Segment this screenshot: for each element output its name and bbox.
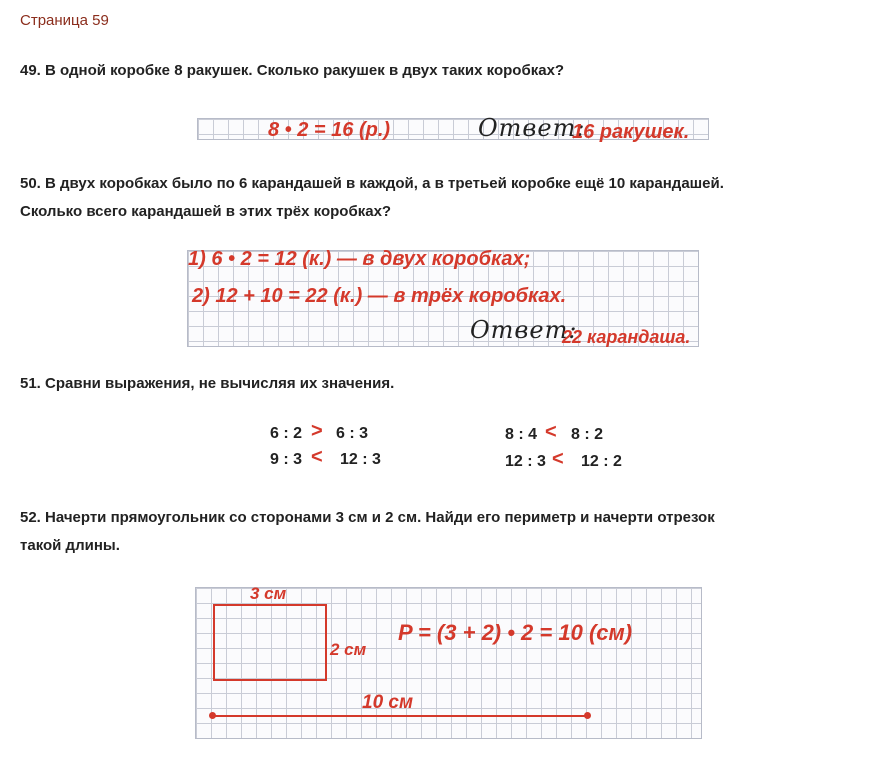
- compare-3-left: 8 : 4: [505, 426, 538, 443]
- task-51-text: 51. Сравни выражения, не вычисляя их значения.: [20, 375, 395, 392]
- task-49-solution: 8 • 2 = 16 (р.): [268, 119, 391, 141]
- segment-start-point: [209, 712, 216, 719]
- compare-4-right: 12 : 2: [581, 453, 622, 470]
- task-50-answer-label: Ответ:: [470, 316, 578, 344]
- rectangle-drawing: [213, 604, 327, 681]
- task-50-answer: 22 карандаша.: [562, 327, 691, 347]
- task-49-answer-label: Ответ:: [478, 114, 586, 142]
- task-49-text: 49. В одной коробке 8 ракушек. Сколько ракушек в двух таких коробках?: [20, 62, 565, 79]
- task-50-line2: Сколько всего карандашей в этих трёх коробках?: [20, 203, 392, 220]
- page-title: Страница 59: [20, 12, 109, 29]
- compare-4-sign: <: [552, 448, 564, 470]
- compare-2-right: 12 : 3: [340, 451, 381, 468]
- compare-2-sign: <: [311, 446, 323, 468]
- segment-end-point: [584, 712, 591, 719]
- task-50-line1: 50. В двух коробках было по 6 карандашей в каждой, а в третьей коробке ещё 10 карандашей.: [20, 175, 724, 192]
- segment-label: 10 см: [362, 692, 414, 713]
- task-50-step2: 2) 12 + 10 = 22 (к.) — в трёх коробках.: [192, 285, 567, 307]
- task-52-line2: такой длины.: [20, 537, 120, 554]
- compare-2-left: 9 : 3: [270, 451, 303, 468]
- compare-3-right: 8 : 2: [571, 426, 604, 443]
- rectangle-height-label: 2 см: [330, 640, 367, 659]
- compare-1-right: 6 : 3: [336, 425, 369, 442]
- compare-1-left: 6 : 2: [270, 425, 303, 442]
- compare-3-sign: <: [545, 421, 557, 443]
- task-49-answer: 16 ракушек.: [572, 121, 690, 143]
- perimeter-formula: P = (3 + 2) • 2 = 10 (см): [398, 620, 633, 645]
- segment-line: [212, 715, 588, 717]
- compare-4-left: 12 : 3: [505, 453, 546, 470]
- task-52-line1: 52. Начерти прямоугольник со сторонами 3 см и 2 см. Найди его периметр и начерти отрезок: [20, 509, 715, 526]
- rectangle-width-label: 3 см: [250, 584, 287, 603]
- compare-1-sign: >: [311, 420, 323, 442]
- task-50-step1: 1) 6 • 2 = 12 (к.) — в двух коробках;: [188, 248, 531, 270]
